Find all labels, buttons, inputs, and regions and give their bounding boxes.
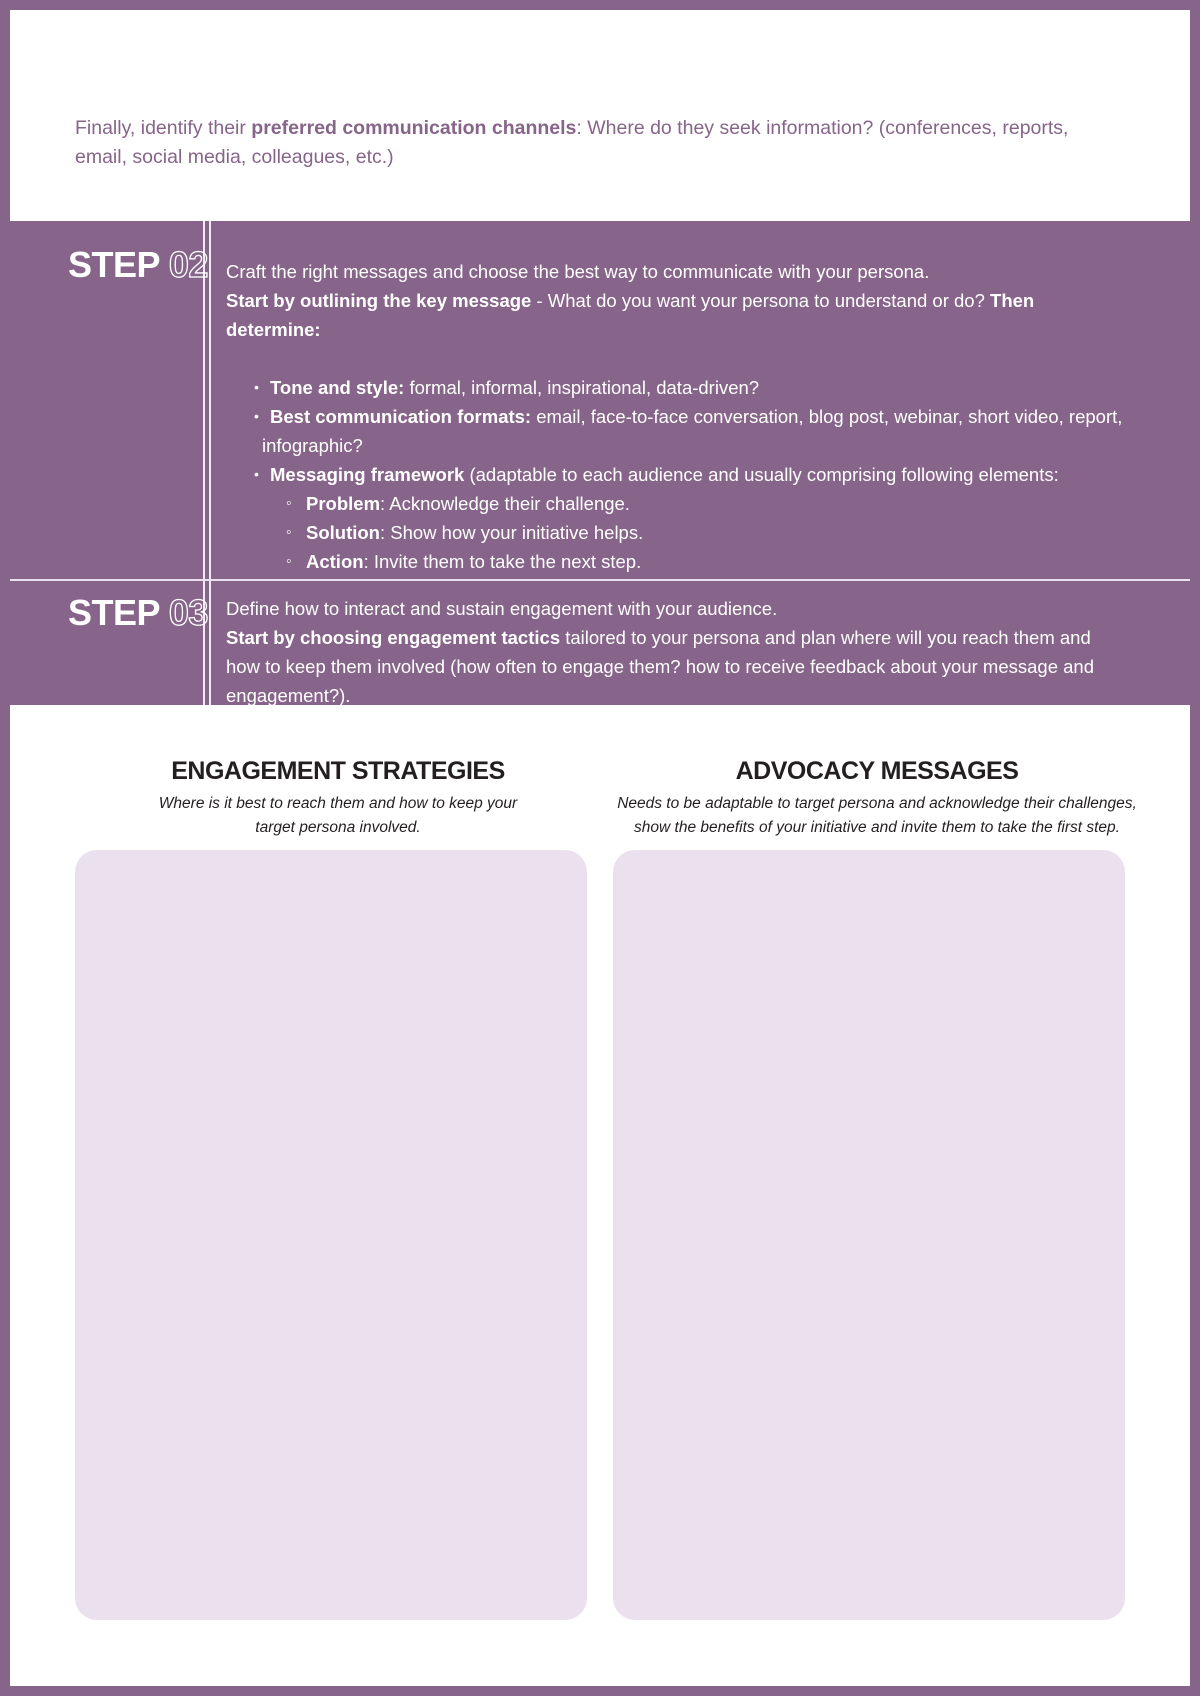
engagement-tactics-text: tailored to your persona and plan where will you reach them and how to keep them involved (how often to engage them? how to receive feedback about your message and engagement?). <box>226 627 1094 706</box>
bullet-bold: Tone and style: <box>270 377 405 398</box>
step-03-label <box>68 591 208 635</box>
step-03-line2 <box>226 623 1126 710</box>
advocacy-messages-subtitle <box>607 792 1147 840</box>
bullet-text: (adaptable to each audience and usually comprising following elements: <box>464 464 1059 485</box>
step-02-line1: Craft the right messages and choose the best way to communicate with your persona. <box>226 261 930 282</box>
step-03-line1: Define how to interact and sustain engagement with your audience. <box>226 598 778 619</box>
subtitle-line: show the benefits of your initiative and invite them to take the first step. <box>634 819 1120 836</box>
list-item <box>270 547 1126 576</box>
list-item <box>270 489 1126 518</box>
intro-paragraph <box>75 114 1115 172</box>
step-02-label <box>68 243 208 287</box>
intro-bold: preferred communication channels <box>251 117 577 139</box>
framework-sub-list <box>270 489 1126 576</box>
engagement-strategies-subtitle <box>78 792 598 840</box>
step-02-bullet-list <box>226 373 1126 576</box>
list-item <box>226 402 1126 460</box>
advocacy-messages-box[interactable] <box>613 850 1125 1620</box>
bullet-text: email, face-to-face conversation, blog post, webinar, short video, report, <box>531 406 1123 427</box>
step-word: STEP <box>68 244 160 285</box>
sub-bold: Solution <box>306 522 380 543</box>
step-number: 03 <box>168 592 208 633</box>
advocacy-messages-title: ADVOCACY MESSAGES <box>735 757 1019 785</box>
list-item <box>270 518 1126 547</box>
intro-rest: : Where do they seek information? (conferences, reports, email, social media, colleagues, etc.) <box>75 117 1069 168</box>
step-03-body <box>226 594 1126 710</box>
then-determine-bold: Then determine: <box>226 290 1035 340</box>
step-02-line2 <box>226 286 1126 344</box>
bullet-bold: Best communication formats: <box>270 406 532 427</box>
step-02-section <box>10 221 1190 579</box>
step-word: STEP <box>68 592 160 633</box>
sub-bold: Action <box>306 551 364 572</box>
step-03-section <box>10 581 1190 705</box>
key-message-bold: Start by outlining the key message <box>226 290 532 311</box>
subtitle-line: Where is it best to reach them and how to keep your <box>158 795 518 812</box>
key-message-text: - What do you want your persona to understand or do? <box>531 290 991 311</box>
engagement-strategies-box[interactable] <box>75 850 587 1620</box>
list-item <box>226 460 1126 576</box>
step-number: 02 <box>168 244 208 285</box>
engagement-tactics-bold: Start by choosing engagement tactics <box>226 627 561 648</box>
bullet-text: formal, informal, inspirational, data-driven? <box>404 377 760 398</box>
sub-text: : Show how your initiative helps. <box>379 522 644 543</box>
sub-bold: Problem <box>306 493 381 514</box>
engagement-strategies-title: ENGAGEMENT STRATEGIES <box>171 757 505 785</box>
intro-lead: Finally, identify their <box>75 117 252 139</box>
bullet-continuation: infographic? <box>262 435 363 456</box>
subtitle-line: target persona involved. <box>255 819 421 836</box>
divider-line <box>209 581 211 705</box>
divider-line <box>209 221 211 579</box>
step-02-body <box>226 257 1126 576</box>
sub-text: : Invite them to take the next step. <box>363 551 642 572</box>
list-item <box>226 373 1126 402</box>
subtitle-line: Needs to be adaptable to target persona and acknowledge their challenges, <box>617 795 1137 812</box>
sub-text: : Acknowledge their challenge. <box>380 493 630 514</box>
bullet-bold: Messaging framework <box>270 464 465 485</box>
